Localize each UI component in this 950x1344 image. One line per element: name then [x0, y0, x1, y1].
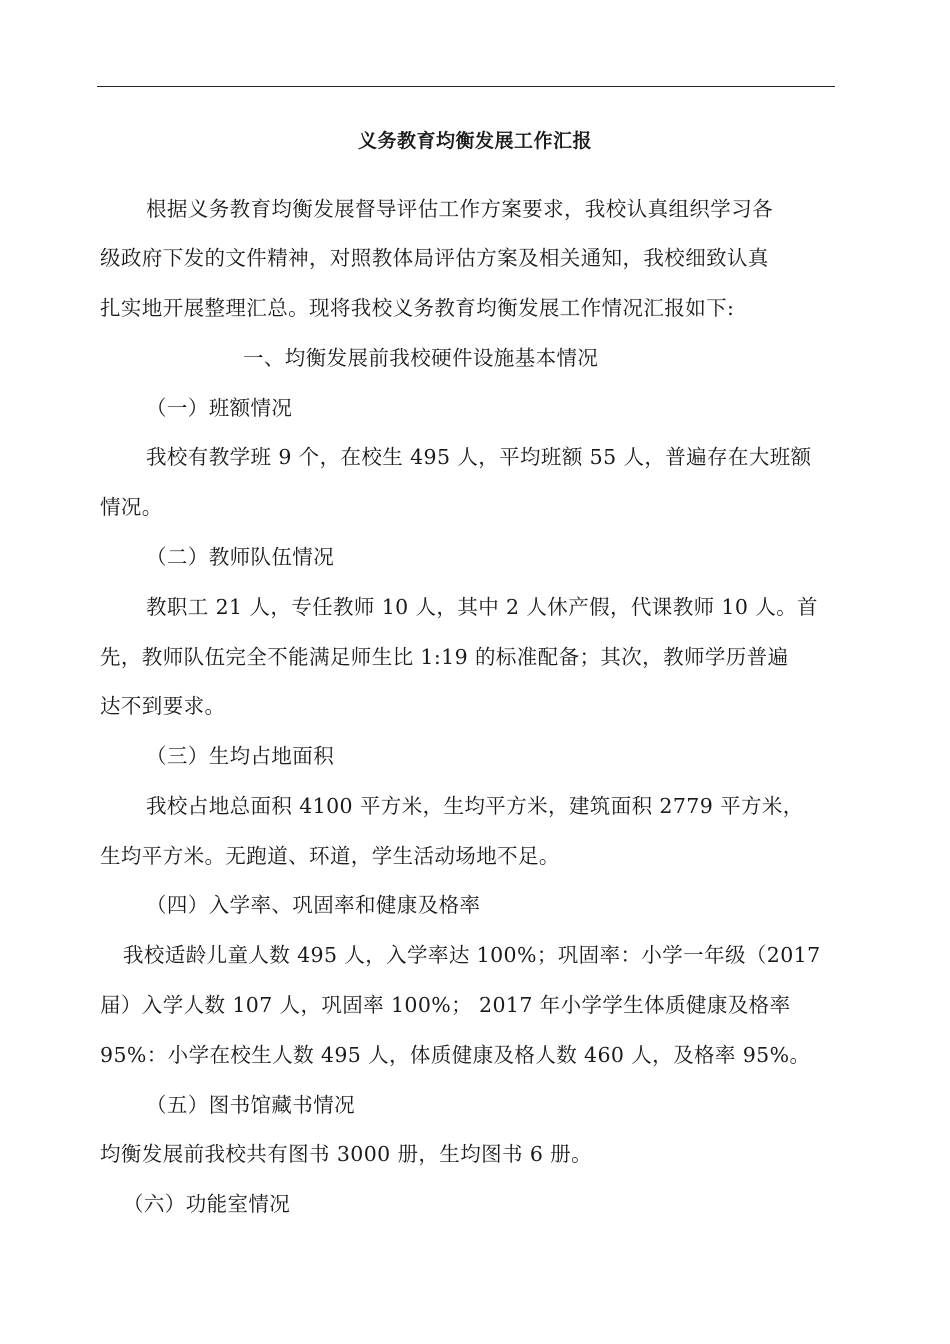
subsection-heading: （一）班额情况: [146, 396, 293, 420]
subsection-heading: （二）教师队伍情况: [146, 545, 335, 569]
subsection-heading: （五）图书馆藏书情况: [146, 1093, 355, 1117]
body-line: 届）入学人数 107 人，巩固率 100%； 2017 年小学学生体质健康及格率: [100, 993, 791, 1017]
section-heading: 一、均衡发展前我校硬件设施基本情况: [243, 346, 599, 370]
body-line: 我校适龄儿童人数 495 人，入学率达 100%；巩固率：小学一年级（2017: [123, 943, 821, 967]
subsection-heading: （四）入学率、巩固率和健康及格率: [146, 893, 481, 917]
body-line: 教职工 21 人，专任教师 10 人，其中 2 人休产假，代课教师 10 人。首: [146, 595, 818, 619]
body-line: 级政府下发的文件精神，对照教体局评估方案及相关通知，我校细致认真: [100, 246, 769, 270]
subsection-heading: （六）功能室情况: [123, 1192, 291, 1216]
body-line: 均衡发展前我校共有图书 3000 册，生均图书 6 册。: [100, 1142, 592, 1166]
body-line: 根据义务教育均衡发展督导评估工作方案要求，我校认真组织学习各: [146, 197, 773, 221]
header-rule: [97, 86, 835, 87]
body-line: 情况。: [100, 495, 163, 519]
body-line: 达不到要求。: [100, 694, 226, 718]
document-title: 义务教育均衡发展工作汇报: [357, 130, 592, 152]
body-line: 扎实地开展整理汇总。现将我校义务教育均衡发展工作情况汇报如下:: [100, 296, 735, 320]
subsection-heading: （三）生均占地面积: [146, 744, 335, 768]
body-line: 先，教师队伍完全不能满足师生比 1:19 的标准配备；其次，教师学历普遍: [100, 645, 789, 669]
body-line: 95%：小学在校生人数 495 人，体质健康及格人数 460 人，及格率 95%。: [100, 1043, 811, 1067]
body-line: 生均平方米。无跑道、环道，学生活动场地不足。: [100, 844, 560, 868]
body-line: 我校占地总面积 4100 平方米，生均平方米，建筑面积 2779 平方米，: [146, 794, 804, 818]
body-line: 我校有教学班 9 个，在校生 495 人，平均班额 55 人，普遍存在大班额: [146, 445, 812, 469]
